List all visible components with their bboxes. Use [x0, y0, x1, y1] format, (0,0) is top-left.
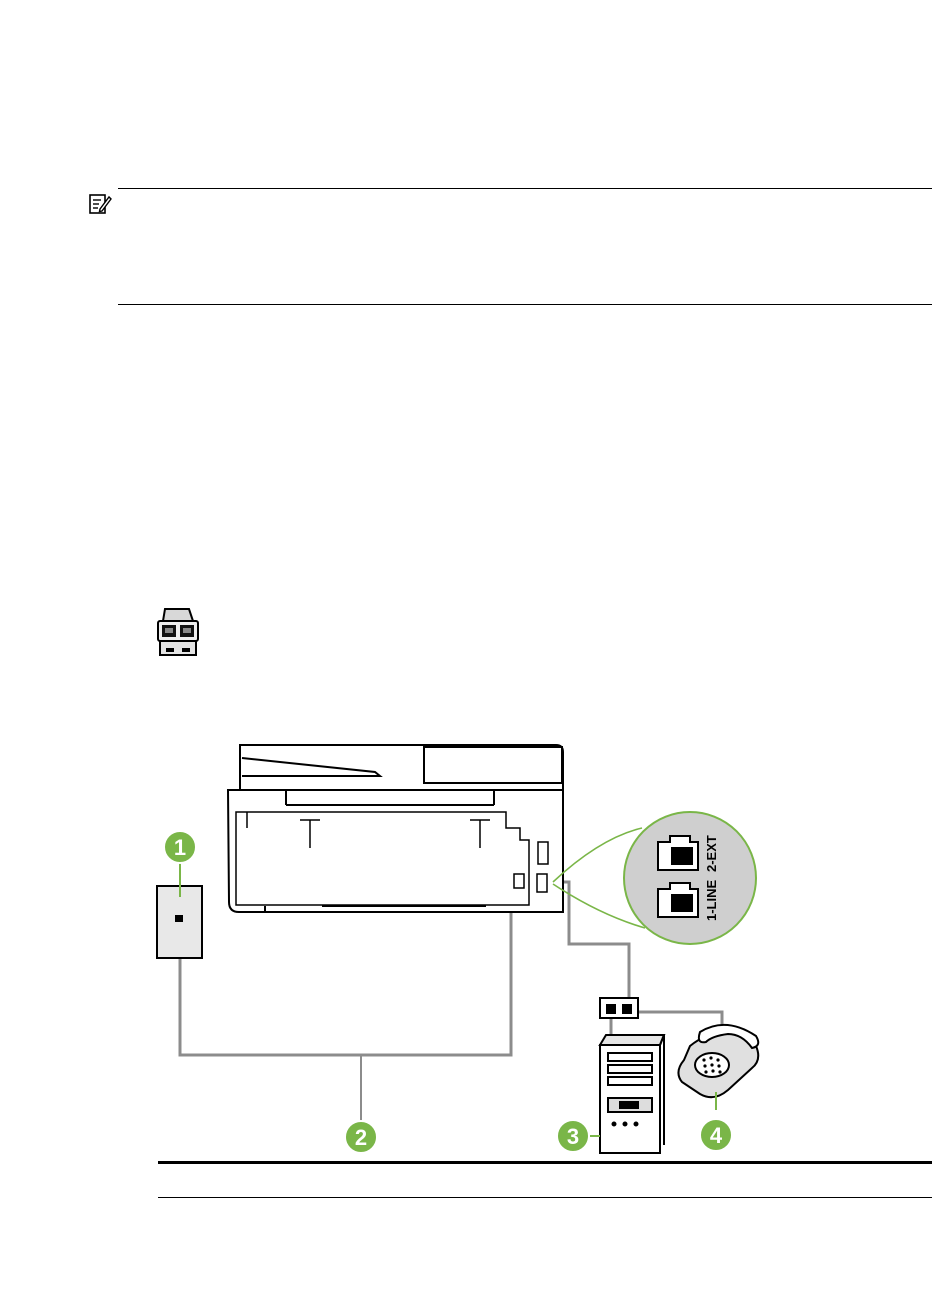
port-label-line: 1-LINE: [704, 879, 719, 921]
printer-icon: [228, 745, 563, 912]
table-bottom-rule: [158, 1197, 932, 1198]
splitter-device: [600, 998, 638, 1018]
telephone-icon: [678, 1025, 758, 1110]
table-top-rule: [158, 1161, 932, 1164]
callout-2: [345, 1121, 377, 1153]
line-port-icon: [658, 883, 698, 917]
port-zoom-callout: [553, 812, 756, 944]
callout-1: [164, 831, 196, 863]
callout-2-label: 2: [354, 1125, 368, 1150]
callout-3: [557, 1120, 589, 1152]
cable-splitter-to-phone: [629, 1012, 722, 1028]
callout-4-label: 4: [709, 1123, 723, 1148]
computer-icon: [600, 1035, 664, 1153]
cable-ext-to-splitter: [555, 882, 629, 1008]
callout-1-label: 1: [173, 835, 187, 860]
callout-4: [700, 1119, 732, 1151]
callout-3-label: 3: [566, 1124, 580, 1149]
port-label-ext: 2-EXT: [704, 835, 719, 872]
ext-port-icon: [658, 836, 698, 870]
